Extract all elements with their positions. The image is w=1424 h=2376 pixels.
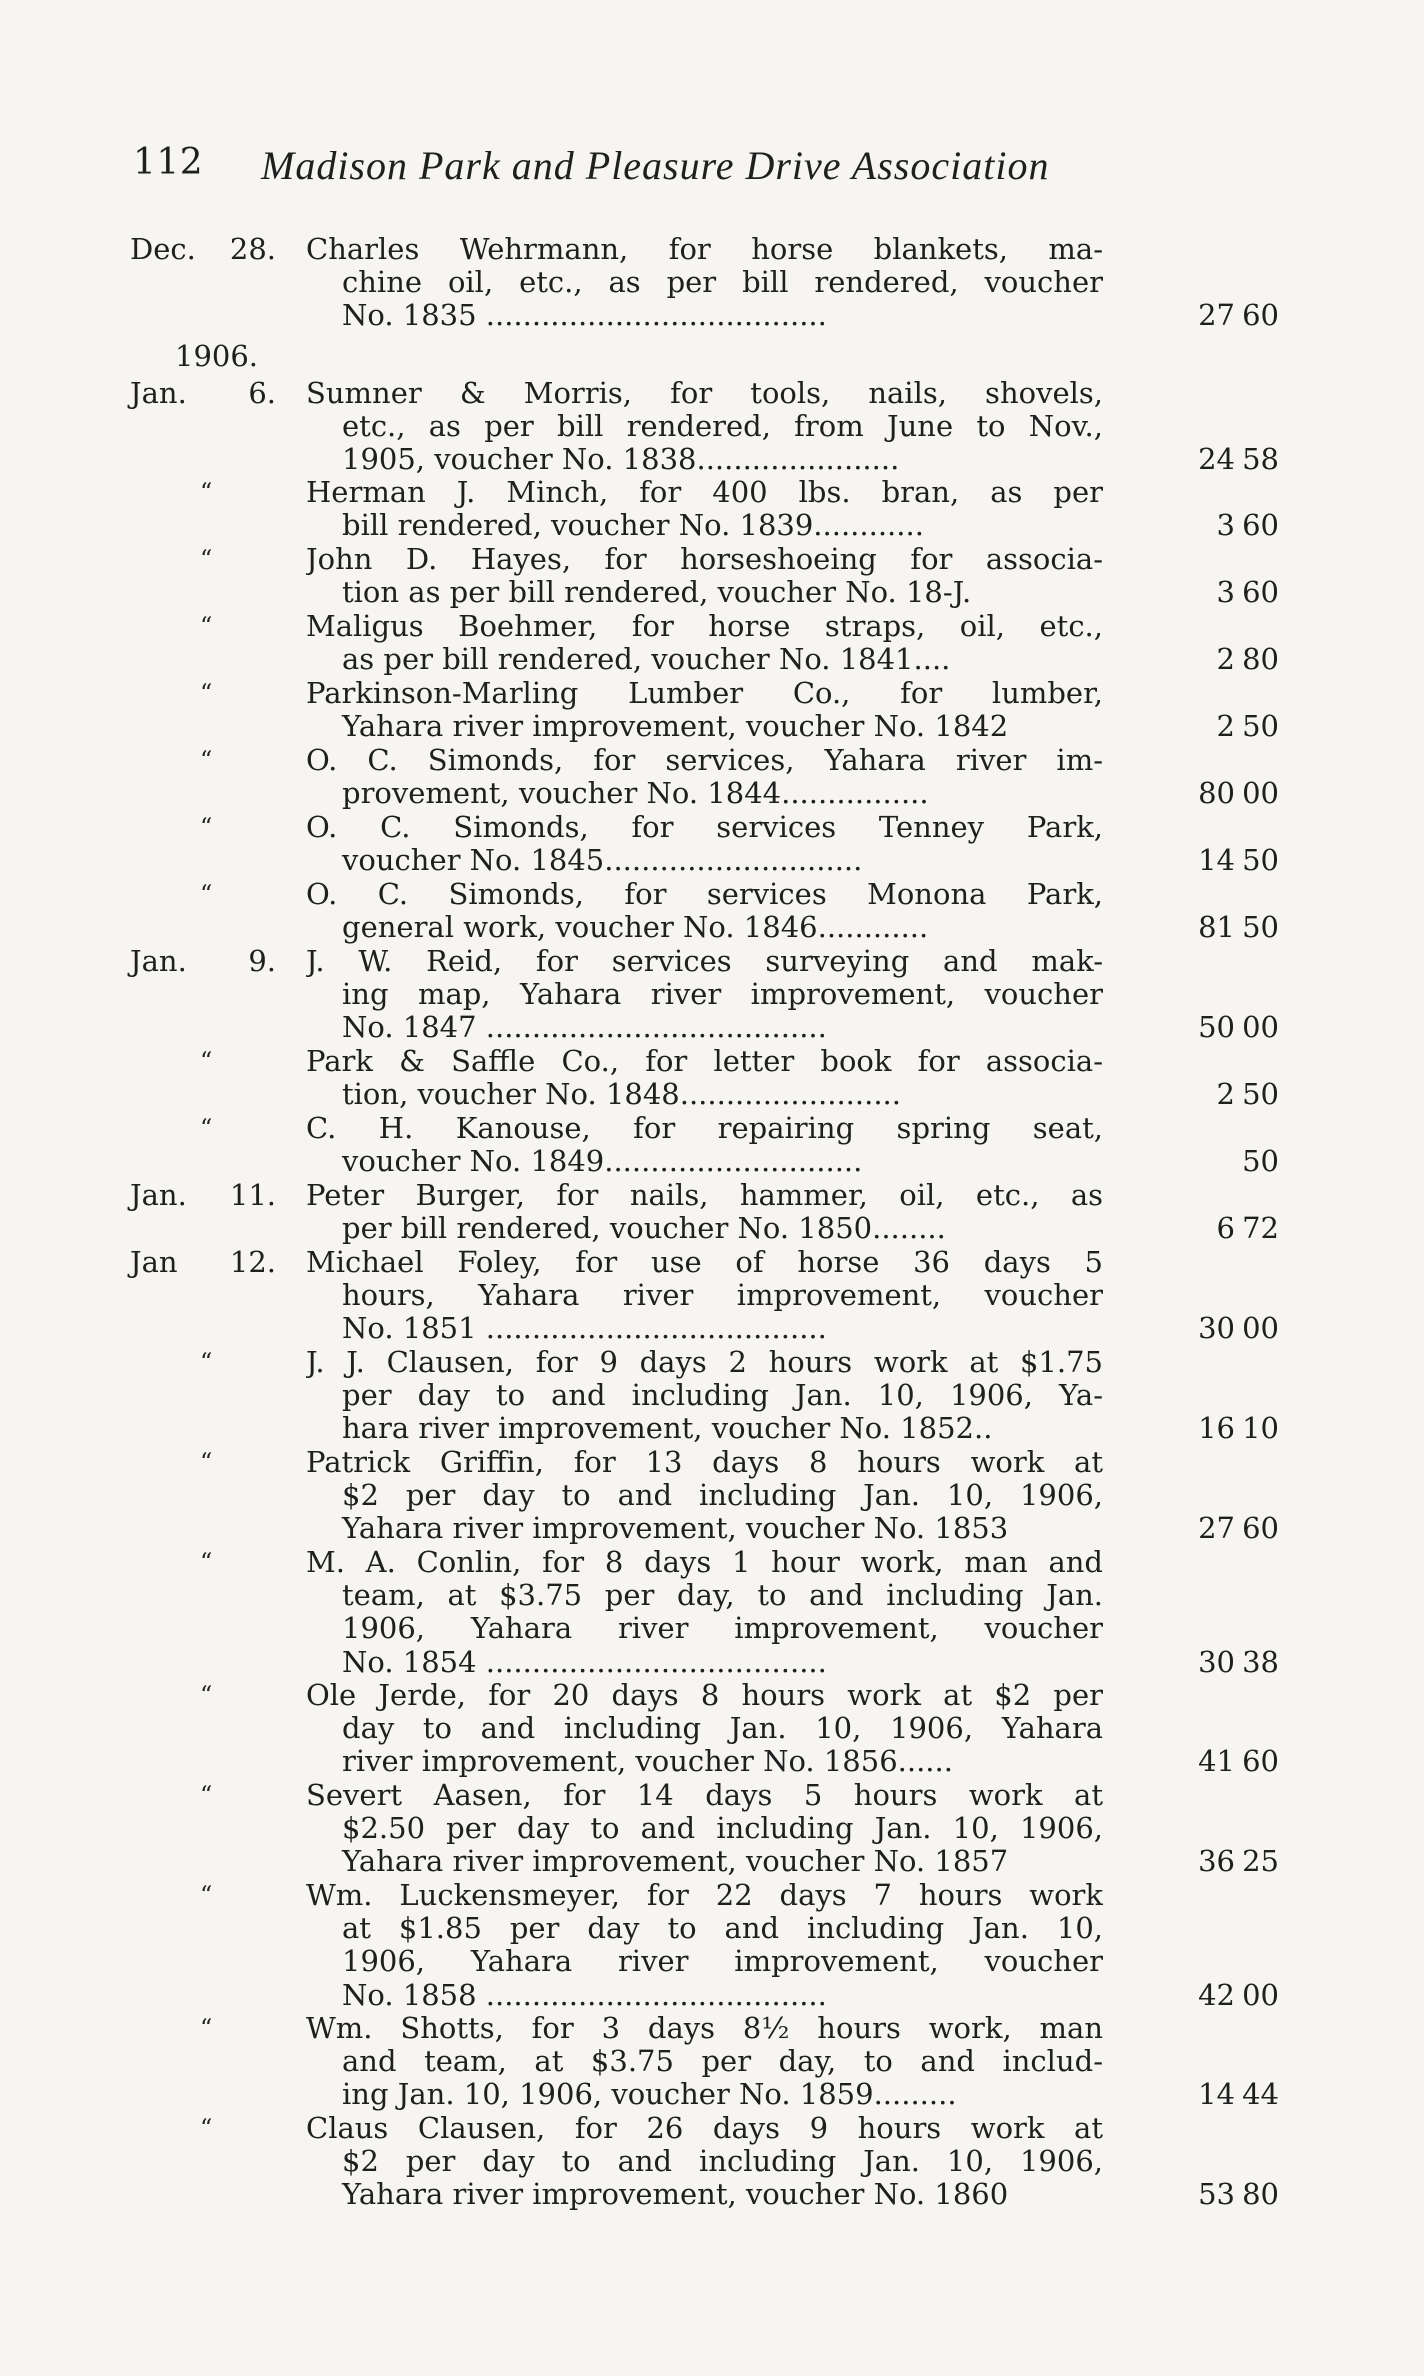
entry-date xyxy=(130,1346,276,1379)
amount-cents: 80 xyxy=(1242,2177,1279,2212)
entry-date xyxy=(130,233,276,266)
entry-description xyxy=(306,1246,1103,1346)
amount-cents: 00 xyxy=(1242,1010,1279,1045)
description-line: Michael Foley, for use of horse 36 days 5 xyxy=(306,1246,1103,1279)
entry-month: Dec. xyxy=(130,232,196,266)
entry-date xyxy=(130,2012,276,2045)
entry-amount xyxy=(1217,1078,1279,1111)
entry-date xyxy=(130,1446,276,1479)
ditto-mark: “ xyxy=(200,1548,213,1576)
amount-dollars: 27 xyxy=(1198,298,1235,333)
entry-description xyxy=(306,744,1103,810)
amount-dollars: 36 xyxy=(1198,1844,1235,1879)
entry-date xyxy=(130,610,276,643)
description-line: Yahara river improvement, voucher No. 1860 xyxy=(342,2178,1009,2212)
description-line: C. H. Kanouse, for repairing spring seat, xyxy=(306,1112,1103,1145)
entry-amount xyxy=(1198,443,1279,476)
amount-cents: 44 xyxy=(1242,2077,1279,2112)
description-line: Yahara river improvement, voucher No. 1853 xyxy=(342,1512,1009,1546)
description-line: O. C. Simonds, for services, Yahara river im- xyxy=(306,744,1103,777)
amount-dollars: 3 xyxy=(1216,575,1235,610)
description-line: M. A. Conlin, for 8 days 1 hour work, man and xyxy=(306,1546,1103,1579)
entry-amount xyxy=(1198,1412,1279,1445)
amount-cents: 50 xyxy=(1242,910,1279,945)
amount-cents: 50 xyxy=(1242,709,1279,744)
description-line: John D. Hayes, for horseshoeing for associa- xyxy=(306,543,1103,576)
amount-dollars: 27 xyxy=(1198,1511,1235,1546)
description-line: Peter Burger, for nails, hammer, oil, etc., as xyxy=(306,1179,1103,1212)
page-header xyxy=(133,142,1143,192)
amount-cents: 38 xyxy=(1242,1644,1279,1679)
amount-cents: 25 xyxy=(1242,1844,1279,1879)
entry-description xyxy=(306,1446,1103,1546)
entry-amount xyxy=(1198,1845,1279,1878)
description-line: $2 per day to and including Jan. 10, 1906, xyxy=(342,1479,1103,1513)
entry-date xyxy=(130,1112,276,1145)
description-line: $2.50 per day to and including Jan. 10, 1906, xyxy=(342,1812,1103,1846)
entry-description xyxy=(306,1179,1103,1245)
amount-cents: 60 xyxy=(1242,508,1279,543)
entry-date xyxy=(130,1246,276,1279)
description-line: 1906, Yahara river improvement, voucher xyxy=(342,1612,1103,1646)
ditto-mark: “ xyxy=(200,1681,213,1709)
ditto-mark: “ xyxy=(200,1881,213,1909)
amount-dollars: 16 xyxy=(1198,1411,1235,1446)
entry-month: Jan. xyxy=(130,944,187,978)
description-line: 1906, Yahara river improvement, voucher xyxy=(342,1945,1103,1979)
description-line: and team, at $3.75 per day, to and includ- xyxy=(342,2045,1103,2079)
ditto-mark: “ xyxy=(200,746,213,774)
entry-date xyxy=(130,811,276,844)
entry-date xyxy=(130,1879,276,1912)
entry-amount xyxy=(1198,1512,1279,1545)
description-line: ing Jan. 10, 1906, voucher No. 1859......... xyxy=(342,2078,957,2112)
description-line: per day to and including Jan. 10, 1906, Ya- xyxy=(342,1379,1103,1413)
amount-dollars: 30 xyxy=(1198,1644,1235,1679)
entry-day: 11. xyxy=(229,1178,276,1212)
description-line: team, at $3.75 per day, to and including Jan. xyxy=(342,1579,1103,1613)
description-line: hara river improvement, voucher No. 1852.. xyxy=(342,1412,993,1446)
amount-dollars: 50 xyxy=(1198,1010,1235,1045)
ditto-mark: “ xyxy=(200,1781,213,1809)
description-line: Charles Wehrmann, for horse blankets, ma- xyxy=(306,233,1103,266)
entry-amount xyxy=(1217,576,1279,609)
amount-dollars: 30 xyxy=(1198,1311,1235,1346)
description-line: provement, voucher No. 1844................ xyxy=(342,777,929,811)
entry-description xyxy=(306,1346,1103,1446)
entry-description xyxy=(306,233,1103,333)
amount-dollars: 53 xyxy=(1198,2177,1235,2212)
description-line: day to and including Jan. 10, 1906, Yahara xyxy=(342,1712,1103,1746)
amount-dollars: 3 xyxy=(1216,508,1235,543)
entry-day: 6. xyxy=(248,376,276,410)
description-line: at $1.85 per day to and including Jan. 10, xyxy=(342,1912,1103,1946)
description-line: O. C. Simonds, for services Tenney Park, xyxy=(306,811,1103,844)
description-line: Wm. Shotts, for 3 days 8½ hours work, man xyxy=(306,2012,1103,2045)
entry-description xyxy=(306,476,1103,542)
amount-cents: 00 xyxy=(1242,1977,1279,2012)
entry-description xyxy=(306,1679,1103,1779)
entry-description xyxy=(306,377,1103,477)
entry-amount xyxy=(1198,1979,1279,2012)
description-line: Herman J. Minch, for 400 lbs. bran, as per xyxy=(306,476,1103,509)
entry-day: 9. xyxy=(248,944,276,978)
amount-dollars: 81 xyxy=(1198,910,1235,945)
amount-cents: 72 xyxy=(1242,1211,1279,1246)
ditto-mark: “ xyxy=(200,1047,213,1075)
description-line: Ole Jerde, for 20 days 8 hours work at $2 per xyxy=(306,1679,1103,1712)
entry-description xyxy=(306,811,1103,877)
ditto-mark: “ xyxy=(200,2114,213,2142)
description-line: O. C. Simonds, for services Monona Park, xyxy=(306,878,1103,911)
description-line: etc., as per bill rendered, from June to Nov., xyxy=(342,410,1103,444)
description-line: hours, Yahara river improvement, voucher xyxy=(342,1279,1103,1313)
description-line: Yahara river improvement, voucher No. 1842 xyxy=(342,710,1009,744)
entry-date xyxy=(130,377,276,410)
description-line: tion as per bill rendered, voucher No. 18-J. xyxy=(342,576,972,610)
entry-amount xyxy=(1198,2178,1279,2211)
description-line: Patrick Griffin, for 13 days 8 hours work at xyxy=(306,1446,1103,1479)
description-line: Maligus Boehmer, for horse straps, oil, etc., xyxy=(306,610,1103,643)
description-line: Sumner & Morris, for tools, nails, shovels, xyxy=(306,377,1103,410)
entry-date xyxy=(130,677,276,710)
amount-cents: 50 xyxy=(1242,1077,1279,1112)
amount-cents: 00 xyxy=(1242,1311,1279,1346)
amount-dollars: 6 xyxy=(1216,1211,1235,1246)
entry-amount xyxy=(1198,299,1279,332)
amount-cents: 60 xyxy=(1242,575,1279,610)
entry-amount xyxy=(1217,643,1279,676)
entry-date xyxy=(130,1679,276,1712)
ditto-mark: “ xyxy=(200,1448,213,1476)
entry-date xyxy=(130,878,276,911)
ditto-mark: “ xyxy=(200,478,213,506)
entry-amount xyxy=(1198,1312,1279,1345)
entry-day: 12. xyxy=(229,1245,276,1279)
amount-cents: 80 xyxy=(1242,642,1279,677)
entry-date xyxy=(130,1779,276,1812)
description-line: Severt Aasen, for 14 days 5 hours work at xyxy=(306,1779,1103,1812)
entry-date xyxy=(130,1045,276,1078)
entry-date xyxy=(130,543,276,576)
entry-description xyxy=(306,2112,1103,2212)
description-line: No. 1854 ..................................... xyxy=(342,1645,827,1679)
amount-dollars: 24 xyxy=(1198,442,1235,477)
description-line: voucher No. 1845............................ xyxy=(342,844,863,878)
entry-date xyxy=(130,476,276,509)
running-title: Madison Park and Pleasure Drive Association xyxy=(261,143,1050,188)
amount-cents: 60 xyxy=(1242,1511,1279,1546)
description-line: Wm. Luckensmeyer, for 22 days 7 hours work xyxy=(306,1879,1103,1912)
entry-amount xyxy=(1217,1212,1279,1245)
entry-amount xyxy=(1198,911,1279,944)
amount-cents: 60 xyxy=(1242,298,1279,333)
amount-cents: 58 xyxy=(1242,442,1279,477)
description-line: tion, voucher No. 1848........................ xyxy=(342,1078,901,1112)
amount-dollars: 42 xyxy=(1198,1977,1235,2012)
entry-amount xyxy=(1198,777,1279,810)
ditto-mark: “ xyxy=(200,2014,213,2042)
entry-description xyxy=(306,1112,1103,1178)
entry-month: Jan. xyxy=(130,1178,187,1212)
entry-amount xyxy=(1198,1011,1279,1044)
amount-cents: 10 xyxy=(1242,1411,1279,1446)
entry-month: Jan. xyxy=(130,376,187,410)
description-line: per bill rendered, voucher No. 1850........ xyxy=(342,1212,946,1246)
description-line: No. 1851 ..................................... xyxy=(342,1312,827,1346)
entry-amount xyxy=(1198,2078,1279,2111)
amount-dollars: 2 xyxy=(1216,1077,1235,1112)
description-line: voucher No. 1849............................ xyxy=(342,1145,863,1179)
ditto-mark: “ xyxy=(200,545,213,573)
entry-date xyxy=(130,2112,276,2145)
amount-dollars: 41 xyxy=(1198,1744,1235,1779)
ditto-mark: “ xyxy=(200,1348,213,1376)
description-line: $2 per day to and including Jan. 10, 1906, xyxy=(342,2145,1103,2179)
entry-amount xyxy=(1217,509,1279,542)
entry-day: 28. xyxy=(229,232,276,266)
page-number: 112 xyxy=(133,142,204,183)
description-line: Yahara river improvement, voucher No. 1857 xyxy=(342,1845,1009,1879)
ditto-mark: “ xyxy=(200,1114,213,1142)
ditto-mark: “ xyxy=(200,880,213,908)
description-line: No. 1847 ..................................... xyxy=(342,1011,827,1045)
description-line: No. 1858 ..................................... xyxy=(342,1978,827,2012)
year-marker: 1906. xyxy=(175,339,259,373)
amount-dollars: 80 xyxy=(1198,776,1235,811)
entry-description xyxy=(306,1879,1103,2012)
description-line: chine oil, etc., as per bill rendered, voucher xyxy=(342,266,1103,300)
entry-description xyxy=(306,878,1103,944)
entry-amount xyxy=(1217,710,1279,743)
entry-month: Jan xyxy=(130,1245,178,1279)
entry-date xyxy=(130,1546,276,1579)
amount-dollars: 2 xyxy=(1216,642,1235,677)
description-line: Park & Saffle Co., for letter book for associa- xyxy=(306,1045,1103,1078)
description-line: bill rendered, voucher No. 1839............ xyxy=(342,509,924,543)
amount-cents: 50 xyxy=(1242,843,1279,878)
entry-description xyxy=(306,1779,1103,1879)
entry-description xyxy=(306,610,1103,676)
ditto-mark: “ xyxy=(200,679,213,707)
description-line: No. 1835 ..................................... xyxy=(342,299,827,333)
entry-amount xyxy=(1235,1145,1279,1178)
entry-description xyxy=(306,1546,1103,1679)
entry-description xyxy=(306,677,1103,743)
entry-description xyxy=(306,2012,1103,2112)
entry-description xyxy=(306,1045,1103,1111)
amount-cents: 60 xyxy=(1242,1744,1279,1779)
entry-amount xyxy=(1198,844,1279,877)
description-line: general work, voucher No. 1846............ xyxy=(342,911,929,945)
entry-description xyxy=(306,945,1103,1045)
description-line: J. J. Clausen, for 9 days 2 hours work at $1.75 xyxy=(306,1346,1103,1379)
amount-dollars: 14 xyxy=(1198,843,1235,878)
description-line: river improvement, voucher No. 1856...... xyxy=(342,1745,953,1779)
entry-amount xyxy=(1198,1646,1279,1679)
entry-amount xyxy=(1198,1745,1279,1778)
description-line: as per bill rendered, voucher No. 1841.... xyxy=(342,643,951,677)
ditto-mark: “ xyxy=(200,612,213,640)
ditto-mark: “ xyxy=(200,813,213,841)
description-line: 1905, voucher No. 1838...................... xyxy=(342,443,900,477)
amount-dollars: 14 xyxy=(1198,2077,1235,2112)
description-line: J. W. Reid, for services surveying and mak- xyxy=(306,945,1103,978)
description-line: Claus Clausen, for 26 days 9 hours work at xyxy=(306,2112,1103,2145)
amount-cents: 50 xyxy=(1242,1144,1279,1179)
entry-description xyxy=(306,543,1103,609)
description-line: Parkinson-Marling Lumber Co., for lumber, xyxy=(306,677,1103,710)
amount-cents: 00 xyxy=(1242,776,1279,811)
entry-date xyxy=(130,744,276,777)
entry-date xyxy=(130,945,276,978)
entry-date xyxy=(130,1179,276,1212)
amount-dollars: 2 xyxy=(1216,709,1235,744)
description-line: ing map, Yahara river improvement, voucher xyxy=(342,978,1103,1012)
